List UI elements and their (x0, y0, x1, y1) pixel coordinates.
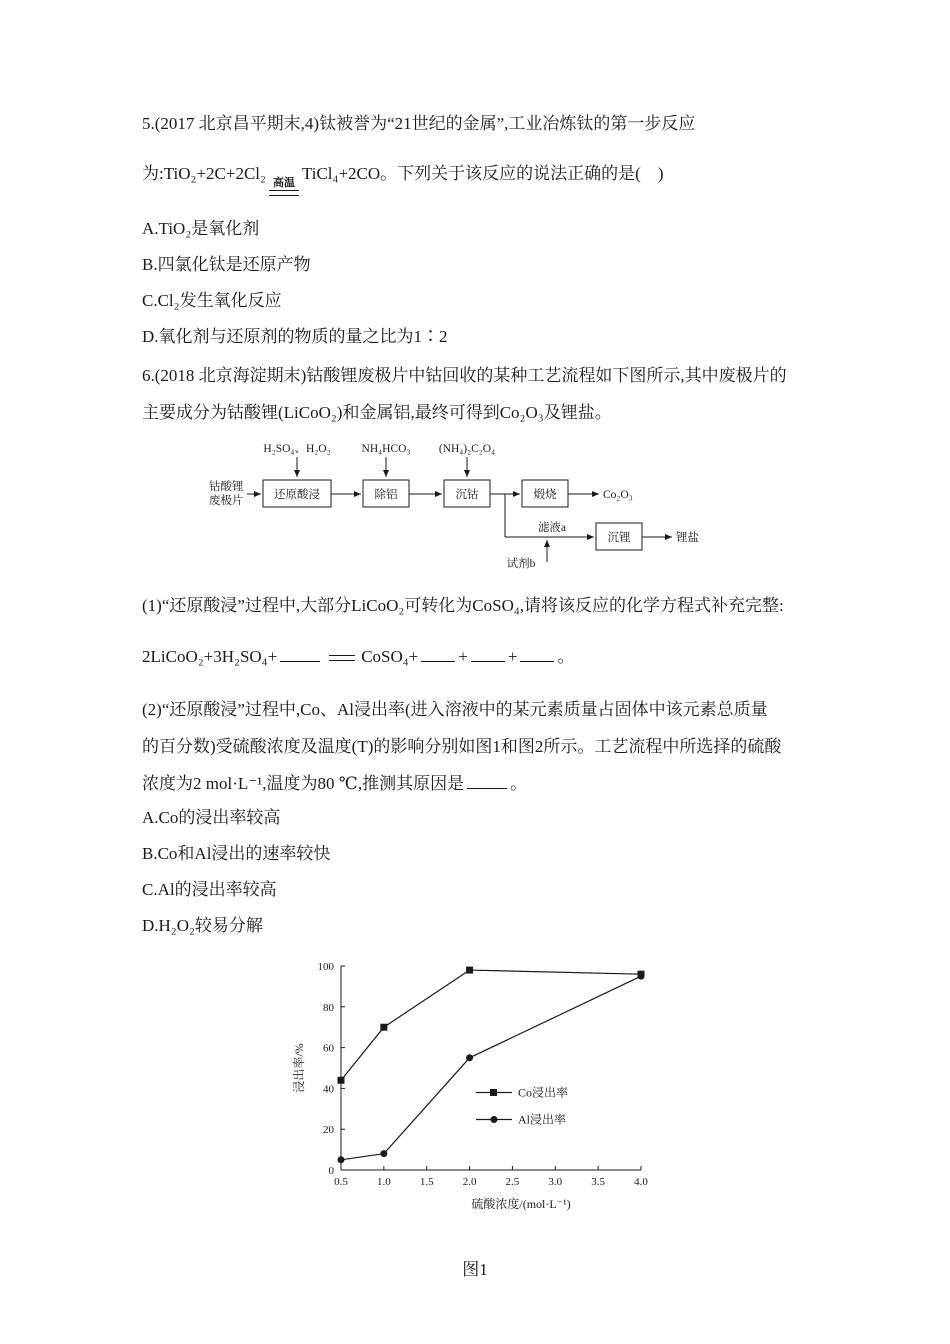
q5-stem-line1: 5.(2017 北京昌平期末,4)钛被誉为“21世纪的金属”,工业冶炼钛的第一步反应 (142, 114, 696, 133)
svg-text:硫酸浓度/(mol·L⁻¹): 硫酸浓度/(mol·L⁻¹) (471, 1196, 571, 1211)
svg-text:20: 20 (323, 1124, 334, 1137)
svg-text:Co浸出率: Co浸出率 (518, 1085, 569, 1100)
q5-option-b: B.四氯化钛是还原产物 (142, 255, 311, 275)
q5-equation-post: TiCl₄+2CO。下列关于该反应的说法正确的是( ) (301, 164, 664, 184)
q6-part2-line2: 的百分数)受硫酸浓度及温度(T)的影响分别如图1和图2所示。工艺流程中所选择的硫酸 (142, 736, 782, 756)
reaction-condition-equals (269, 177, 299, 196)
plus-sign-1: + (458, 646, 468, 666)
leaching-rate-chart (289, 954, 661, 1216)
condition-label: 高温 (272, 177, 295, 190)
svg-text:Al浸出率: Al浸出率 (518, 1112, 567, 1127)
leaching-rate-chart-container (289, 954, 661, 1216)
flow-product-cobalt-oxide: Co₂O₃ (603, 489, 633, 502)
svg-text:2.5: 2.5 (505, 1175, 520, 1188)
flow-box-remove-aluminum-label: 除铝 (374, 489, 398, 502)
flow-reagent-label: 试剂b (506, 558, 536, 571)
flow-box-precipitate-cobalt-label: 沉钴 (455, 489, 479, 502)
flow-input-ammonium-oxalate: (NH₄)₂C₂O₄ (438, 443, 496, 456)
q5-option-a: A.TiO₂是氧化剂 (142, 219, 260, 239)
svg-text:0.5: 0.5 (334, 1175, 348, 1188)
process-flow-diagram (205, 436, 745, 574)
svg-text:浸出率/%: 浸出率/% (292, 1043, 306, 1093)
q6-option-c: C.Al的浸出率较高 (142, 880, 277, 900)
svg-text:3.0: 3.0 (548, 1175, 563, 1188)
svg-text:2.0: 2.0 (462, 1175, 477, 1188)
flow-feed-label-line1: 钴酸锂 (209, 481, 244, 494)
svg-text:80: 80 (323, 1001, 334, 1014)
flow-product-lithium-salt: 锂盐 (676, 532, 699, 545)
q6-part1-text: (1)“还原酸浸”过程中,大部分LiCoO₂可转化为CoSO₄,请将该反应的化学方程式补充完整: (142, 596, 784, 616)
flow-box-reduction-acid-leach-label: 还原酸浸 (274, 489, 320, 502)
svg-text:40: 40 (323, 1083, 334, 1096)
svg-text:1.5: 1.5 (419, 1175, 434, 1188)
q6-option-a: A.Co的浸出率较高 (142, 808, 281, 828)
svg-text:100: 100 (317, 960, 334, 973)
flow-box-calcination-label: 煅烧 (533, 489, 557, 502)
equation-left: 2LiCoO₂+3H₂SO₄+ (142, 646, 278, 666)
double-line-equals (329, 655, 355, 661)
q5-option-d: D.氧化剂与还原剂的物质的量之比为1∶2 (142, 327, 448, 347)
q6-equation-line (142, 640, 808, 674)
q6-option-d: D.H₂O₂较易分解 (142, 915, 263, 935)
equation-blank-2 (421, 646, 455, 662)
q6-part2-line3-text: 浓度为2 mol·L⁻¹,温度为80 ℃,推测其原因是 (142, 773, 465, 793)
q6-option-b: B.Co和Al浸出的速率较快 (142, 844, 331, 864)
flow-input-sulfuric-acid: H₂SO₄、H₂O₂ (263, 443, 331, 456)
equation-period: 。 (557, 646, 575, 666)
svg-text:60: 60 (323, 1042, 334, 1055)
flow-input-ammonium-bicarbonate: NH₄HCO₃ (361, 443, 411, 456)
q6-stem-line1: 6.(2018 北京海淀期末)钴酸锂废极片中钴回收的某种工艺流程如下图所示,其中废极片的 (142, 366, 787, 386)
double-line-equals (269, 190, 299, 196)
q6-part2-line1: (2)“还原酸浸”过程中,Co、Al浸出率(进入溶液中的某元素质量占固体中该元素总质量 (142, 699, 768, 719)
equation-blank-3 (471, 646, 505, 662)
figure-caption: 图1 (462, 1259, 488, 1279)
equation-blank-1 (280, 646, 320, 662)
answer-blank (467, 773, 507, 789)
q5-stem-line2 (142, 157, 808, 196)
equation-right-1: CoSO₄+ (361, 646, 419, 666)
q5-option-c: C.Cl₂发生氧化反应 (142, 291, 282, 311)
q5-equation-pre: 为:TiO₂+2C+2Cl₂ (142, 164, 266, 184)
svg-text:1.0: 1.0 (376, 1175, 391, 1188)
plus-sign-2: + (507, 646, 518, 666)
flow-filtrate-label: 滤液a (537, 522, 567, 535)
svg-text:4.0: 4.0 (634, 1175, 648, 1188)
flow-feed-label-line2: 废极片 (209, 495, 244, 508)
q6-part2-line3 (142, 770, 808, 797)
q6-part2-line3-period: 。 (510, 773, 528, 793)
q6-stem-line2: 主要成分为钴酸锂(LiCoO₂)和金属铝,最终可得到Co₂O₃及锂盐。 (142, 403, 612, 423)
flow-box-precipitate-lithium-label: 沉锂 (607, 532, 631, 545)
svg-text:3.5: 3.5 (591, 1175, 606, 1188)
svg-text:0: 0 (328, 1164, 334, 1177)
equation-blank-4 (520, 646, 554, 662)
